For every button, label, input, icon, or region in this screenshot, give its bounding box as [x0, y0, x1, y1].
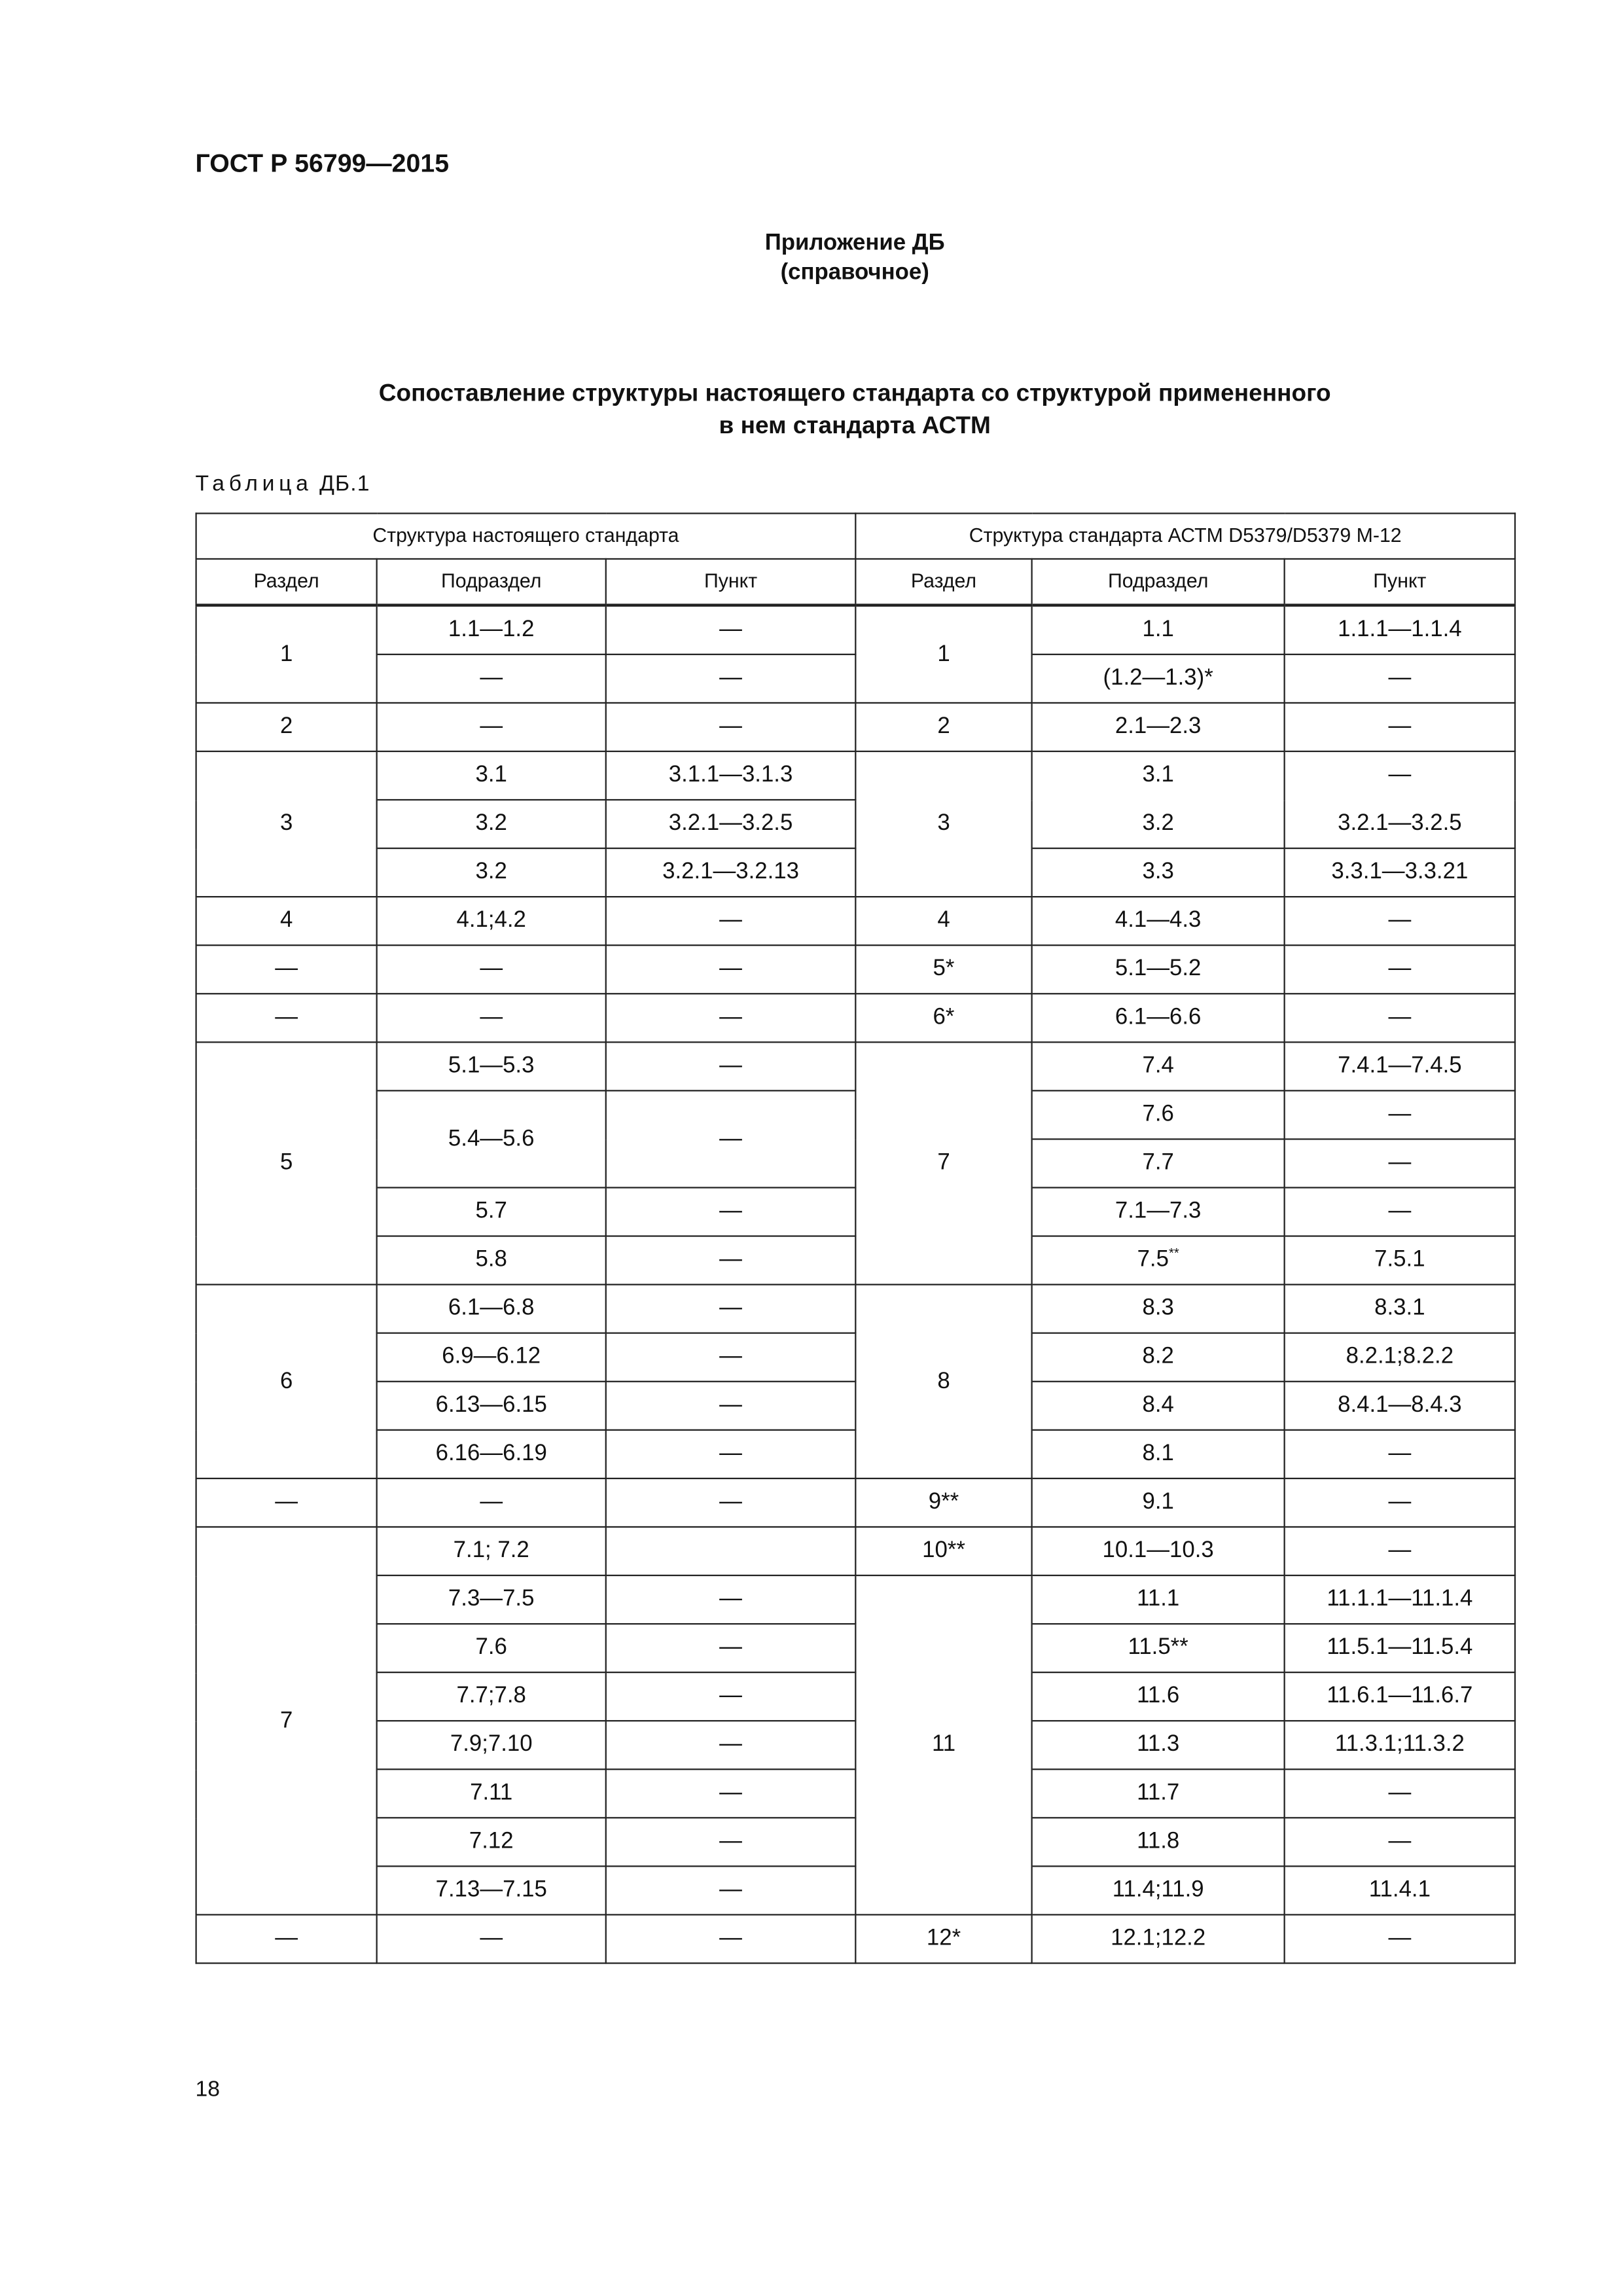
table-cell: — — [196, 994, 377, 1042]
table-cell: — — [1285, 703, 1515, 751]
table-cell: — — [1285, 994, 1515, 1042]
table-cell: — — [606, 1236, 856, 1285]
table-cell: — — [606, 994, 856, 1042]
column-header: Пункт — [1285, 559, 1515, 605]
table-cell: 3.2.1—3.2.5 — [1285, 800, 1515, 848]
table-cell: — — [1285, 1479, 1515, 1527]
table-cell: 9** — [855, 1479, 1031, 1527]
table-cell: 2.1—2.3 — [1032, 703, 1285, 751]
table-cell: 3.1 — [1032, 751, 1285, 800]
table-cell: — — [606, 703, 856, 751]
table-row — [196, 1236, 1515, 1285]
table-cell: 3.3 — [1032, 848, 1285, 897]
table-cell: 1.1.1—1.1.4 — [1285, 605, 1515, 655]
table-row — [196, 1575, 1515, 1624]
table-row — [196, 1333, 1515, 1382]
table-row — [196, 897, 1515, 945]
table-cell: 11.4.1 — [1285, 1866, 1515, 1914]
table-cell: 5* — [855, 945, 1031, 994]
table-cell: — — [606, 1914, 856, 1963]
table-cell: — — [606, 1188, 856, 1236]
table-column-header-row — [196, 559, 1515, 605]
table-cell: — — [196, 1479, 377, 1527]
table-cell: — — [606, 1042, 856, 1090]
table-cell: 5.1—5.2 — [1032, 945, 1285, 994]
table-cell: — — [606, 655, 856, 703]
table-cell: 1.1—1.2 — [377, 605, 606, 655]
table-cell: 8.1 — [1032, 1430, 1285, 1479]
group-header-astm-standard: Структура стандарта АСТМ D5379/D5379 М-12 — [855, 513, 1515, 559]
table-cell: 3 — [196, 751, 377, 897]
table-row — [196, 1914, 1515, 1963]
table-cell: 8.3 — [1032, 1285, 1285, 1333]
table-cell: — — [606, 1090, 856, 1187]
table-row — [196, 1624, 1515, 1672]
table-cell: — — [196, 945, 377, 994]
table-cell: — — [606, 1575, 856, 1624]
table-row — [196, 1042, 1515, 1090]
table-cell: — — [377, 945, 606, 994]
table-cell: 3.2.1—3.2.5 — [606, 800, 856, 848]
table-cell: 4.1;4.2 — [377, 897, 606, 945]
table-cell: 1 — [855, 605, 1031, 703]
table-cell: — — [1285, 945, 1515, 994]
table-cell: (1.2—1.3)* — [1032, 655, 1285, 703]
table-cell: 11.6.1—11.6.7 — [1285, 1672, 1515, 1721]
table-row — [196, 703, 1515, 751]
table-row — [196, 1188, 1515, 1236]
table-cell: — — [377, 1914, 606, 1963]
table-cell: 7.5.1 — [1285, 1236, 1515, 1285]
table-cell: — — [606, 605, 856, 655]
table-cell: 3.2.1—3.2.13 — [606, 848, 856, 897]
column-header: Пункт — [606, 559, 856, 605]
table-row — [196, 1090, 1515, 1139]
table-cell: — — [377, 994, 606, 1042]
table-cell: 6.13—6.15 — [377, 1382, 606, 1430]
table-cell: 7.6 — [1032, 1090, 1285, 1139]
table-cell: 11.1 — [1032, 1575, 1285, 1624]
table-cell: 4.1—4.3 — [1032, 897, 1285, 945]
table-cell: 6.1—6.8 — [377, 1285, 606, 1333]
table-cell: 3 — [855, 751, 1031, 897]
table-cell: 7.6 — [377, 1624, 606, 1672]
table-cell: 7.1—7.3 — [1032, 1188, 1285, 1236]
table-row — [196, 751, 1515, 800]
column-header: Подраздел — [1032, 559, 1285, 605]
appendix-note: (справочное) — [780, 260, 929, 285]
table-cell: — — [196, 1914, 377, 1963]
table-row — [196, 994, 1515, 1042]
table-cell: 10.1—10.3 — [1032, 1527, 1285, 1575]
table-cell: 8.3.1 — [1285, 1285, 1515, 1333]
table-cell: — — [1285, 1527, 1515, 1575]
table-cell: 7.1; 7.2 — [377, 1527, 606, 1575]
table-group-header-row — [196, 513, 1515, 559]
table-cell — [606, 1527, 856, 1575]
table-cell: — — [606, 1479, 856, 1527]
table-cell: — — [606, 1818, 856, 1866]
table-cell: — — [606, 1866, 856, 1914]
table-cell: 8 — [855, 1285, 1031, 1479]
table-row — [196, 1527, 1515, 1575]
table-cell: 7.9;7.10 — [377, 1721, 606, 1769]
table-cell: 11 — [855, 1575, 1031, 1914]
table-row — [196, 1382, 1515, 1430]
table-row — [196, 1721, 1515, 1769]
table-cell: 6.16—6.19 — [377, 1430, 606, 1479]
table-cell: — — [377, 655, 606, 703]
table-cell: 8.4 — [1032, 1382, 1285, 1430]
table-cell: 8.4.1—8.4.3 — [1285, 1382, 1515, 1430]
table-row — [196, 605, 1515, 655]
table-cell: 6.9—6.12 — [377, 1333, 606, 1382]
page-number: 18 — [195, 2077, 220, 2102]
table-cell — [1032, 1236, 1285, 1285]
table-caption-word: Таблица — [195, 471, 313, 497]
table-row — [196, 1285, 1515, 1333]
document-title — [195, 378, 1514, 442]
table-cell: — — [606, 1721, 856, 1769]
table-cell: 11.8 — [1032, 1818, 1285, 1866]
table-row — [196, 655, 1515, 703]
table-cell: 7.12 — [377, 1818, 606, 1866]
table-cell: 11.7 — [1032, 1769, 1285, 1818]
table-cell: 7 — [196, 1527, 377, 1914]
table-cell: — — [606, 945, 856, 994]
table-cell: 6* — [855, 994, 1031, 1042]
table-cell: 11.3 — [1032, 1721, 1285, 1769]
table-cell: 5.4—5.6 — [377, 1090, 606, 1187]
table-cell: — — [1285, 1914, 1515, 1963]
table-cell: 11.1.1—11.1.4 — [1285, 1575, 1515, 1624]
document-title-line-1: Сопоставление структуры настоящего стандарта со структурой примененного — [378, 380, 1331, 407]
table-cell: 5.1—5.3 — [377, 1042, 606, 1090]
table-cell: — — [606, 1430, 856, 1479]
column-header: Раздел — [855, 559, 1031, 605]
table-row — [196, 1672, 1515, 1721]
table-row — [196, 1866, 1515, 1914]
appendix-title: Приложение ДБ — [764, 230, 945, 256]
table-cell: 12.1;12.2 — [1032, 1914, 1285, 1963]
table-cell: 11.3.1;11.3.2 — [1285, 1721, 1515, 1769]
table-cell: — — [606, 1382, 856, 1430]
table-cell: 10** — [855, 1527, 1031, 1575]
table-caption-number: ДБ.1 — [319, 471, 370, 497]
table-cell: 7.13—7.15 — [377, 1866, 606, 1914]
table-row — [196, 1479, 1515, 1527]
table-cell: 6 — [196, 1285, 377, 1479]
table-cell: — — [1285, 751, 1515, 800]
table-cell: 3.2 — [377, 848, 606, 897]
table-cell: 7.4.1—7.4.5 — [1285, 1042, 1515, 1090]
table-cell: — — [606, 1769, 856, 1818]
table-cell: 9.1 — [1032, 1479, 1285, 1527]
table-cell: — — [606, 897, 856, 945]
table-cell: — — [606, 1285, 856, 1333]
table-cell: — — [377, 703, 606, 751]
table-cell: — — [1285, 655, 1515, 703]
table-cell: 4 — [196, 897, 377, 945]
table-row — [196, 1430, 1515, 1479]
document-code: ГОСТ Р 56799—2015 — [195, 148, 450, 178]
table-cell: 3.2 — [1032, 800, 1285, 848]
table-cell: — — [1285, 1139, 1515, 1187]
table-cell: 3.1.1—3.1.3 — [606, 751, 856, 800]
document-title-line-2: в нем стандарта АСТМ — [719, 412, 991, 440]
table-cell: 11.6 — [1032, 1672, 1285, 1721]
table-cell: 11.5.1—11.5.4 — [1285, 1624, 1515, 1672]
appendix-heading — [195, 229, 1514, 288]
group-header-current-standard: Структура настоящего стандарта — [196, 513, 856, 559]
table-cell: — — [1285, 1769, 1515, 1818]
table-cell: 5.7 — [377, 1188, 606, 1236]
table-row — [196, 800, 1515, 848]
table-row — [196, 848, 1515, 897]
table-cell: — — [1285, 1818, 1515, 1866]
table-cell: 6.1—6.6 — [1032, 994, 1285, 1042]
table-cell: 3.3.1—3.3.21 — [1285, 848, 1515, 897]
table-cell: 11.5** — [1032, 1624, 1285, 1672]
table-cell: — — [1285, 1430, 1515, 1479]
column-header: Подраздел — [377, 559, 606, 605]
table-cell: 12* — [855, 1914, 1031, 1963]
table-cell: 5.8 — [377, 1236, 606, 1285]
table-cell: 3.1 — [377, 751, 606, 800]
table-cell: 8.2.1;8.2.2 — [1285, 1333, 1515, 1382]
table-cell: 7.3—7.5 — [377, 1575, 606, 1624]
table-cell: 8.2 — [1032, 1333, 1285, 1382]
comparison-table — [195, 512, 1516, 1964]
column-header: Раздел — [196, 559, 377, 605]
table-cell: — — [1285, 1090, 1515, 1139]
table-cell: — — [606, 1624, 856, 1672]
table-caption — [195, 471, 370, 496]
table-row — [196, 1769, 1515, 1818]
table-cell: 1.1 — [1032, 605, 1285, 655]
table-cell: 7.7;7.8 — [377, 1672, 606, 1721]
table-row — [196, 1818, 1515, 1866]
table-cell: 7.7 — [1032, 1139, 1285, 1187]
cell-text: 7.5 — [1137, 1247, 1169, 1272]
table-cell: — — [377, 1479, 606, 1527]
table-cell: 1 — [196, 605, 377, 703]
table-cell: 7.4 — [1032, 1042, 1285, 1090]
table-cell: 2 — [855, 703, 1031, 751]
table-cell: 4 — [855, 897, 1031, 945]
footnote-mark: ** — [1168, 1245, 1179, 1261]
table-cell: — — [606, 1672, 856, 1721]
table-cell: 2 — [196, 703, 377, 751]
table-cell: — — [606, 1333, 856, 1382]
table-cell: 11.4;11.9 — [1032, 1866, 1285, 1914]
table-cell: 7 — [855, 1042, 1031, 1284]
table-cell: — — [1285, 897, 1515, 945]
table-row — [196, 945, 1515, 994]
table-cell: 7.11 — [377, 1769, 606, 1818]
table-cell: — — [1285, 1188, 1515, 1236]
table-cell: 3.2 — [377, 800, 606, 848]
table-cell: 5 — [196, 1042, 377, 1284]
